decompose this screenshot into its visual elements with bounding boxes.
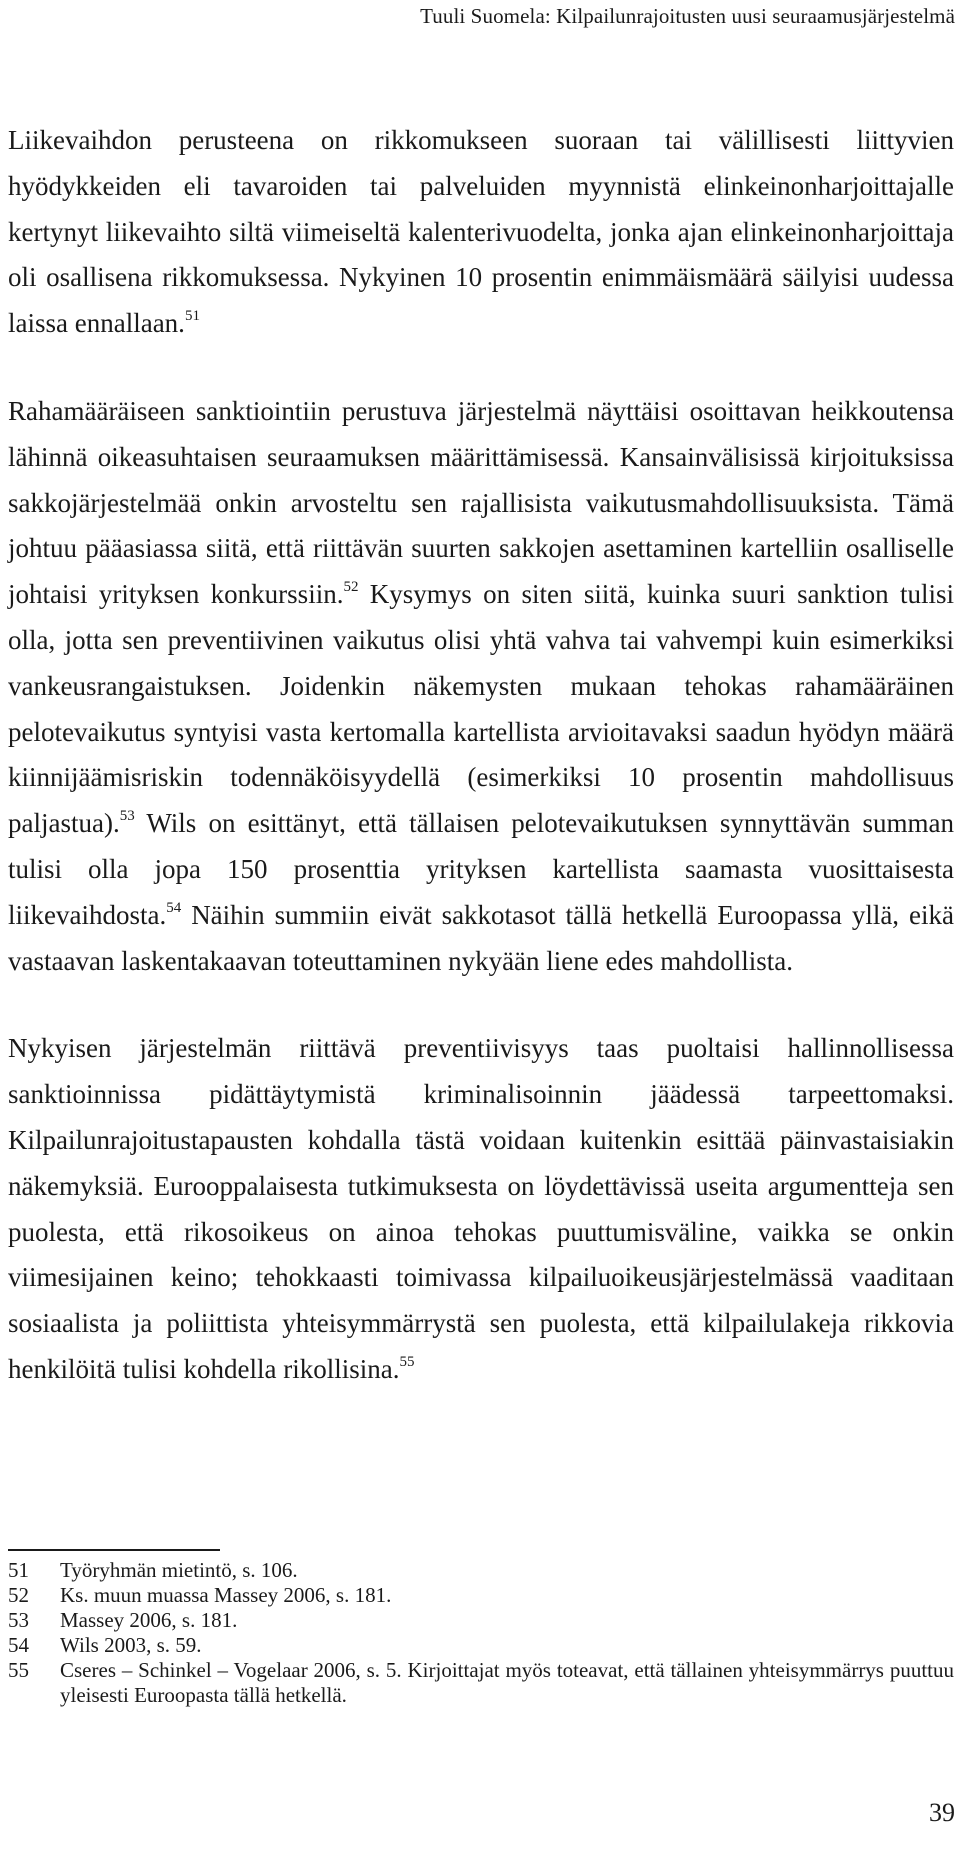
footnote-number: 53 bbox=[8, 1608, 29, 1632]
footnote-reference[interactable]: 53 bbox=[119, 808, 135, 825]
footnote bbox=[8, 1608, 954, 1633]
footnote bbox=[8, 1558, 954, 1583]
paragraph-text: Rahamääräiseen sanktiointiin perustuva järjestelmä näyttäisi osoittavan heikkoutensa lähinnä oikeasuhtaisen seuraamuksen määrittämisessä. Kansainvälisissä kirjoituksissa sakkojärjestelmää onkin arvosteltu sen rajallisista vaikutusmahdollisuuksista. Tämä johtuu pääasiassa siitä, että riittävän suurten sakkojen asettaminen kartelliin osalliselle johtaisi yrityksen konkurssiin. bbox=[8, 395, 954, 610]
paragraph-text: Nykyisen järjestelmän riittävä preventiivisyys taas puoltaisi hallinnollisessa sanktioinnissa pidättäytymistä kriminalisoinnin jäädessä tarpeettomaksi. Kilpailunrajoitustapausten kohdalla tästä voidaan kuitenkin esittää päinvastaisiakin näkemyksiä. Eurooppalaisesta tutkimuksesta on löydettävissä useita argumentteja sen puolesta, että rikosoikeus on ainoa tehokas puuttumisväline, vaikka se onkin viimesijainen keino; tehokkaasti toimivassa kilpailuoikeusjärjestelmässä vaaditaan sosiaalista ja poliittista yhteisymmärrystä sen puolesta, että kilpailulakeja rikkovia henkilöitä tulisi kohdella rikollisina. bbox=[8, 1033, 954, 1384]
paragraph-text: Liikevaihdon perusteena on rikkomukseen suoraan tai välillisesti liittyvien hyödykkeiden eli tavaroiden tai palveluiden myynnistä elinkeinonharjoittajalle kertynyt liikevaihto siltä viimeiseltä kalenterivuodelta, jonka ajan elinkeinonharjoittaja oli osallisena rikkomuksessa. Nykyinen 10 prosentin enimmäismäärä säilyisi uudessa laissa ennallaan. bbox=[8, 125, 954, 339]
footnote-number: 54 bbox=[8, 1633, 29, 1657]
paragraph bbox=[8, 118, 954, 347]
footnote bbox=[8, 1633, 954, 1658]
footnote-text: Cseres – Schinkel – Vogelaar 2006, s. 5. Kirjoittajat myös toteavat, että tällainen yhteisymmärrys puuttuu yleisesti Euroopasta tällä hetkellä. bbox=[60, 1658, 954, 1707]
footnote-text: Wils 2003, s. 59. bbox=[60, 1633, 202, 1657]
body-text bbox=[8, 118, 954, 1393]
footnote-text: Massey 2006, s. 181. bbox=[60, 1608, 238, 1632]
footnote bbox=[8, 1658, 954, 1708]
footnote-reference[interactable]: 54 bbox=[166, 899, 182, 916]
footnote-reference[interactable]: 51 bbox=[184, 308, 200, 325]
footnote-text: Ks. muun muassa Massey 2006, s. 181. bbox=[60, 1583, 392, 1607]
paragraph-text: Wils on esittänyt, että tällaisen pelotevaikutuksen synnyttävän summan tulisi olla jopa 150 prosenttia yrityksen kartellista saamasta vuosittaisesta liikevaihdosta. bbox=[8, 808, 954, 930]
paragraph-text: Kysymys on siten siitä, kuinka suuri sanktion tulisi olla, jotta sen preventiivinen vaikutus olisi yhtä vahva tai vahvempi kuin esimerkiksi vankeusrangaistuksen. Joidenkin näkemysten mukaan tehokas rahamääräinen pelotevaikutus syntyisi vasta kertomalla kartellista arvioitavaksi saadun hyödyn määrä kiinnijäämisriskin todennäköisyydellä (esimerkiksi 10 prosentin mahdollisuus paljastua). bbox=[8, 579, 955, 839]
page-number: 39 bbox=[929, 1798, 955, 1827]
footnote-number: 52 bbox=[8, 1583, 29, 1607]
footnote-number: 51 bbox=[8, 1558, 29, 1582]
paragraph bbox=[8, 1026, 954, 1392]
footnote-text: Työryhmän mietintö, s. 106. bbox=[60, 1558, 298, 1582]
footnote-reference[interactable]: 52 bbox=[343, 579, 359, 596]
paragraph-text: Näihin summiin eivät sakkotasot tällä hetkellä Euroopassa yllä, eikä vastaavan laskentakaavan toteuttaminen nykyään liene edes mahdollista. bbox=[8, 899, 954, 976]
running-header: Tuuli Suomela: Kilpailunrajoitusten uusi seuraamusjärjestelmä bbox=[420, 4, 955, 28]
paragraph bbox=[8, 389, 954, 984]
footnote-reference[interactable]: 55 bbox=[399, 1353, 415, 1370]
footnote-number: 55 bbox=[8, 1658, 29, 1682]
footnote-separator bbox=[8, 1549, 220, 1551]
footnote-list bbox=[8, 1558, 954, 1708]
footnote bbox=[8, 1583, 954, 1608]
